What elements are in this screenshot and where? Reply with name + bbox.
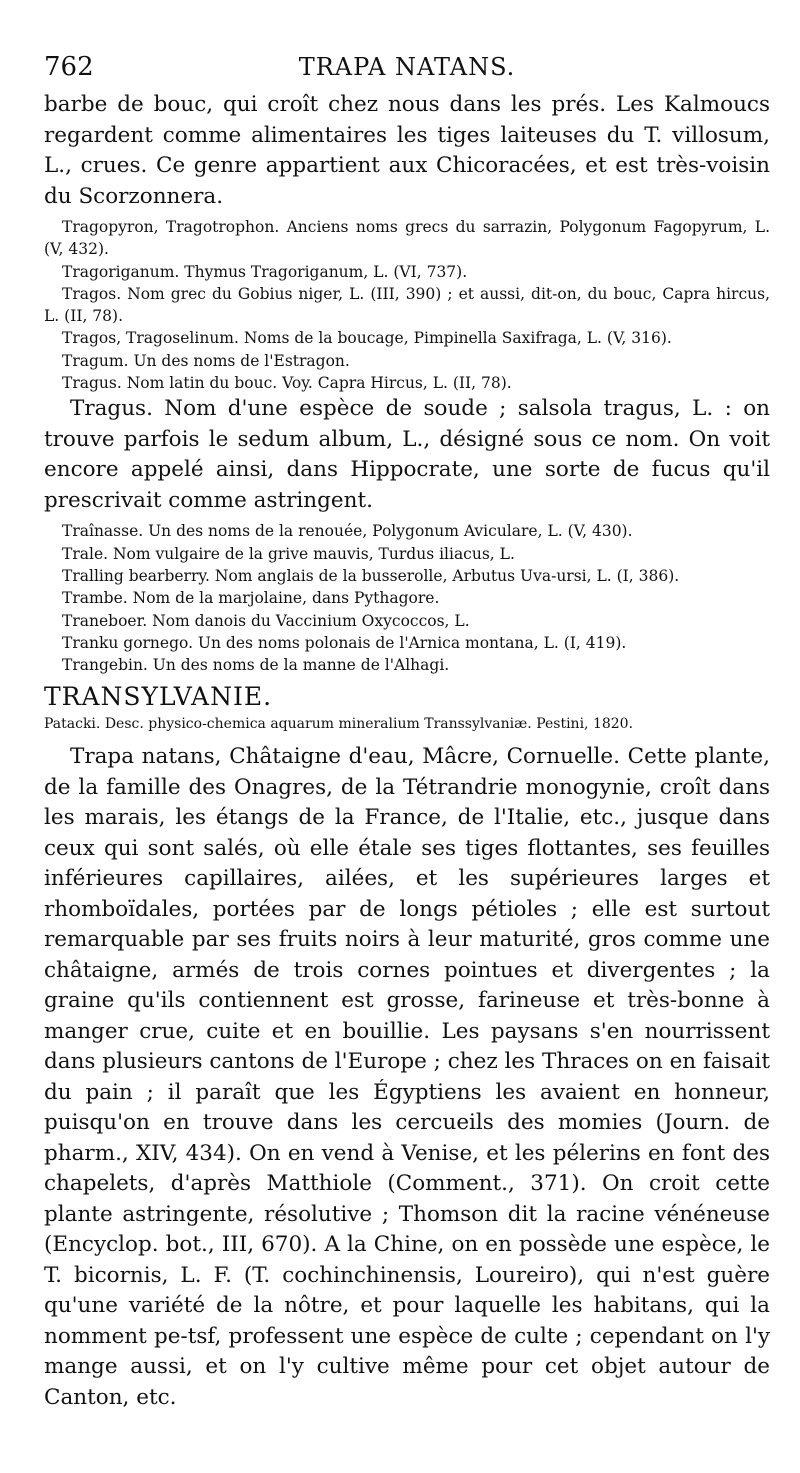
entry-tranku-gornego: Tranku gornego. Un des noms polonais de l'Arnica montana, L. (I, 419).: [62, 633, 627, 652]
bibliography: Patacki. Desc. physico-chemica aquarum mineralium Transsylvaniæ. Pestini, 1820.: [44, 716, 634, 733]
entry-trambe: Trambe. Nom de la marjolaine, dans Pythagore.: [62, 589, 440, 608]
entry-tragum: Tragum. Un des noms de l'Estragon.: [62, 351, 350, 370]
page-number: 762: [44, 52, 94, 82]
entry-tragopyron: Tragopyron, Tragotrophon. Anciens noms grecs du sarrazin, Polygonum Fagopyrum, L. (V, 432).: [44, 218, 770, 259]
entry-tragus-soude: Tragus. Nom d'une espèce de soude ; salsola tragus, L. : on trouve parfois le sedum album, L., désigné sous ce nom. On voit encore appelé ainsi, dans Hippocrate, une sorte de fucus qu'il prescrivait comme astringent.: [44, 396, 770, 513]
running-title: TRAPA NATANS.: [298, 53, 516, 81]
page-header: [44, 52, 770, 90]
entry-trale: Trale. Nom vulgaire de la grive mauvis, Turdus iliacus, L.: [62, 544, 515, 563]
entry-continuation: barbe de bouc, qui croît chez nous dans les prés. Les Kalmoucs regardent comme alimentaires les tiges laiteuses du T. villosum, L., crues. Ce genre appartient aux Chicoracées, et est très-voisin du Scorzonnera.: [44, 92, 770, 209]
entry-tragus-latin: Tragus. Nom latin du bouc. Voy. Capra Hircus, L. (II, 78).: [62, 374, 512, 393]
entry-tragos-tragoselinum: Tragos, Tragoselinum. Noms de la boucage, Pimpinella Saxifraga, L. (V, 316).: [62, 329, 672, 348]
entry-trapa-natans: Trapa natans, Châtaigne d'eau, Mâcre, Cornuelle. Cette plante, de la famille des Onagres, de la Tétrandrie monogynie, croît dans les marais, les étangs de la France, de l'Italie, etc., jusque dans ceux qui sont salés, où elle étale ses tiges flottantes, ses feuilles inférieures capillaires, ailées, et les supérieures larges et rhomboïdales, portées par de longs pétioles ; elle est surtout remarquable par ses fruits noirs à leur maturité, gros comme une châtaigne, armés de trois cornes pointues et divergentes ; la graine qu'ils contiennent est grosse, farineuse et très-bonne à manger crue, cuite et en bouillie. Les paysans s'en nourrissent dans plusieurs cantons de l'Europe ; chez les Thraces on en faisait du pain ; il paraît que les Égyptiens les avaient en honneur, puisqu'on en trouve dans les cercueils des momies (Journ. de pharm., XIV, 434). On en vend à Venise, et les pélerins en font des chapelets, d'après Matthiole (Comment., 371). On croit cette plante astringente, résolutive ; Thomson dit la racine vénéneuse (Encyclop. bot., III, 670). A la Chine, on en possède une espèce, le T. bicornis, L. F. (T. cochinchinensis, Loureiro), qui n'est guère qu'une variété de la nôtre, et pour laquelle les habitans, qui la nomment pe-tsf, professent une espèce de culte ; cependant on l'y mange aussi, et on l'y cultive même pour cet objet autour de Canton, etc.: [44, 744, 770, 1410]
entry-tragoriganum: Tragoriganum. Thymus Tragoriganum, L. (VI, 737).: [62, 262, 468, 281]
section-heading: TRANSYLVANIE.: [44, 682, 273, 712]
entry-tralling-bearberry: Tralling bearberry. Nom anglais de la busserolle, Arbutus Uva-ursi, L. (I, 386).: [62, 566, 680, 585]
entry-tragos: Tragos. Nom grec du Gobius niger, L. (III, 390) ; et aussi, dit-on, du bouc, Capra hircus, L. (II, 78).: [44, 284, 770, 326]
entry-trainasse: Traînasse. Un des noms de la renouée, Polygonum Aviculare, L. (V, 430).: [62, 522, 633, 541]
entry-traneboer: Traneboer. Nom danois du Vaccinium Oxycoccos, L.: [62, 611, 470, 630]
entry-trangebin: Trangebin. Un des noms de la manne de l'Alhagi.: [62, 656, 450, 675]
